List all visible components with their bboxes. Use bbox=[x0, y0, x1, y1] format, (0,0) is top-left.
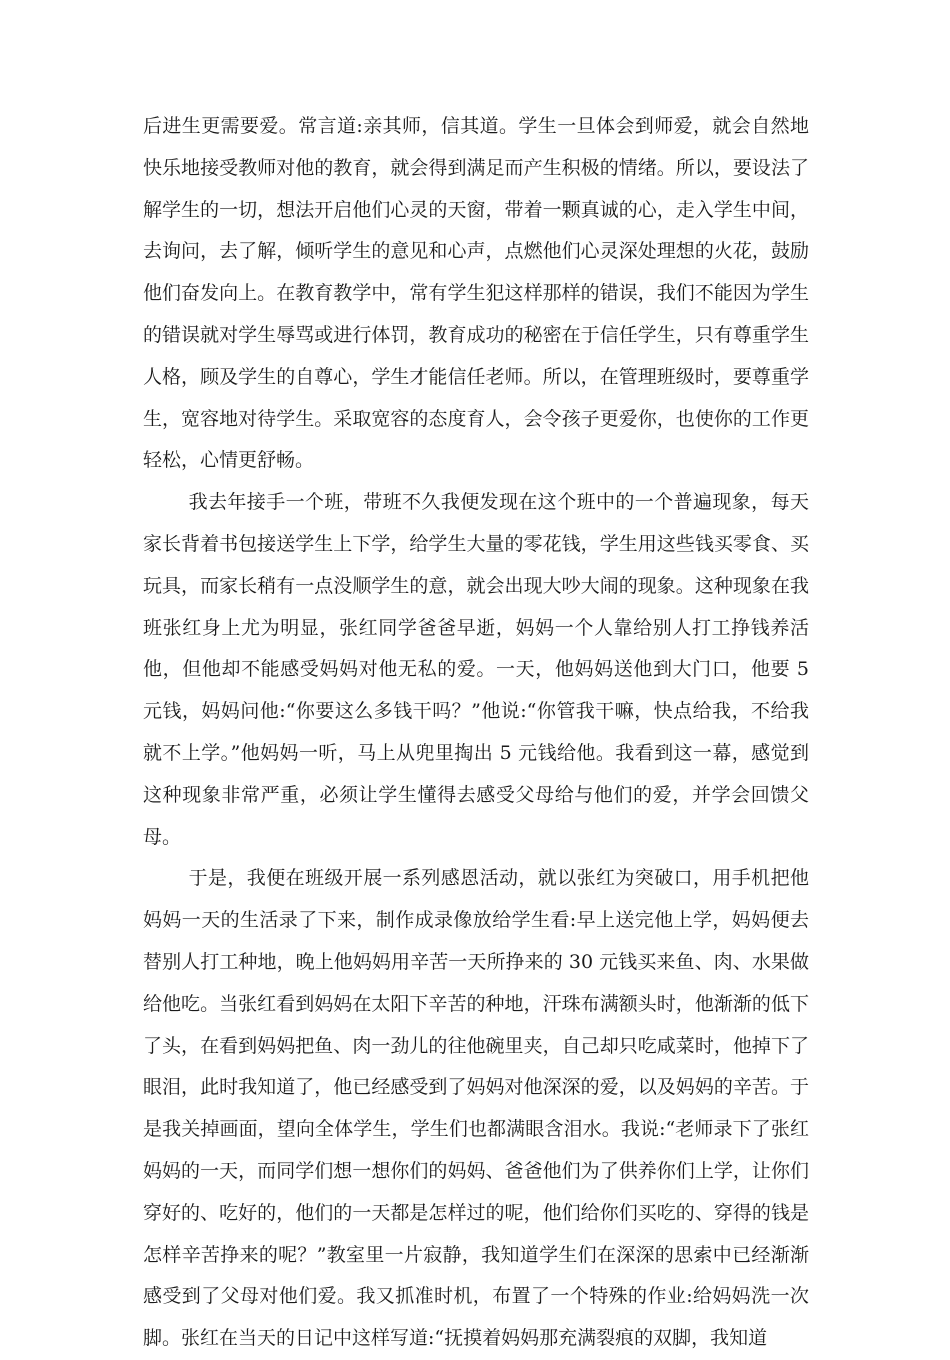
document-page bbox=[143, 106, 809, 1360]
paragraph-1: 后进生更需要爱。常言道:亲其师，信其道。学生一旦体会到师爱，就会自然地快乐地接受教师对他的教育，就会得到满足而产生积极的情绪。所以，要设法了解学生的一切，想法开启他们心灵的天窗，带着一颗真诚的心，走入学生中间，去询问，去了解，倾听学生的意见和心声，点燃他们心灵深处理想的火花，鼓励他们奋发向上。在教育教学中，常有学生犯这样那样的错误，我们不能因为学生的错误就对学生辱骂或进行体罚，教育成功的秘密在于信任学生，只有尊重学生人格，顾及学生的自尊心，学生才能信任老师。所以，在管理班级时，要尊重学生，宽容地对待学生。采取宽容的态度育人，会令孩子更爱你，也使你的工作更轻松，心情更舒畅。 bbox=[143, 115, 809, 472]
paragraph-3: 于是，我便在班级开展一系列感恩活动，就以张红为突破口，用手机把他妈妈一天的生活录了下来，制作成录像放给学生看:早上送完他上学，妈妈便去替别人打工种地，晚上他妈妈用辛苦一天所挣来的 30 元钱买来鱼、肉、水果做给他吃。当张红看到妈妈在太阳下辛苦的种地，汗珠布满额头时，他渐渐的低下了头，在看到妈妈把鱼、肉一劲儿的往他碗里夹，自己却只吃咸菜时，他掉下了眼泪，此时我知道了，他已经感受到了妈妈对他深深的爱，以及妈妈的辛苦。于是我关掉画面，望向全体学生，学生们也都满眼含泪水。我说:“老师录下了张红妈妈的一天，而同学们想一想你们的妈妈、爸爸他们为了供养你们上学，让你们穿好的、吃好的，他们的一天都是怎样过的呢，他们给你们买吃的、穿得的钱是怎样辛苦挣来的呢？”教室里一片寂静，我知道学生们在深深的思索中已经渐渐感受到了父母对他们爱。我又抓准时机，布置了一个特殊的作业:给妈妈洗一次脚。张红在当天的日记中这样写道:“抚摸着妈妈那充满裂痕的双脚，我知道 bbox=[143, 867, 809, 1350]
paragraph-2: 我去年接手一个班，带班不久我便发现在这个班中的一个普遍现象，每天家长背着书包接送学生上下学，给学生大量的零花钱，学生用这些钱买零食、买玩具，而家长稍有一点没顺学生的意，就会出现大吵大闹的现象。这种现象在我班张红身上尤为明显，张红同学爸爸早逝，妈妈一个人靠给别人打工挣钱养活他，但他却不能感受妈妈对他无私的爱。一天，他妈妈送他到大门口，他要 5 元钱，妈妈问他:“你要这么多钱干吗？”他说:“你管我干嘛，快点给我，不给我就不上学。”他妈妈一听，马上从兜里掏出 5 元钱给他。我看到这一幕，感觉到这种现象非常严重，必须让学生懂得去感受父母给与他们的爱，并学会回馈父母。 bbox=[143, 491, 809, 848]
